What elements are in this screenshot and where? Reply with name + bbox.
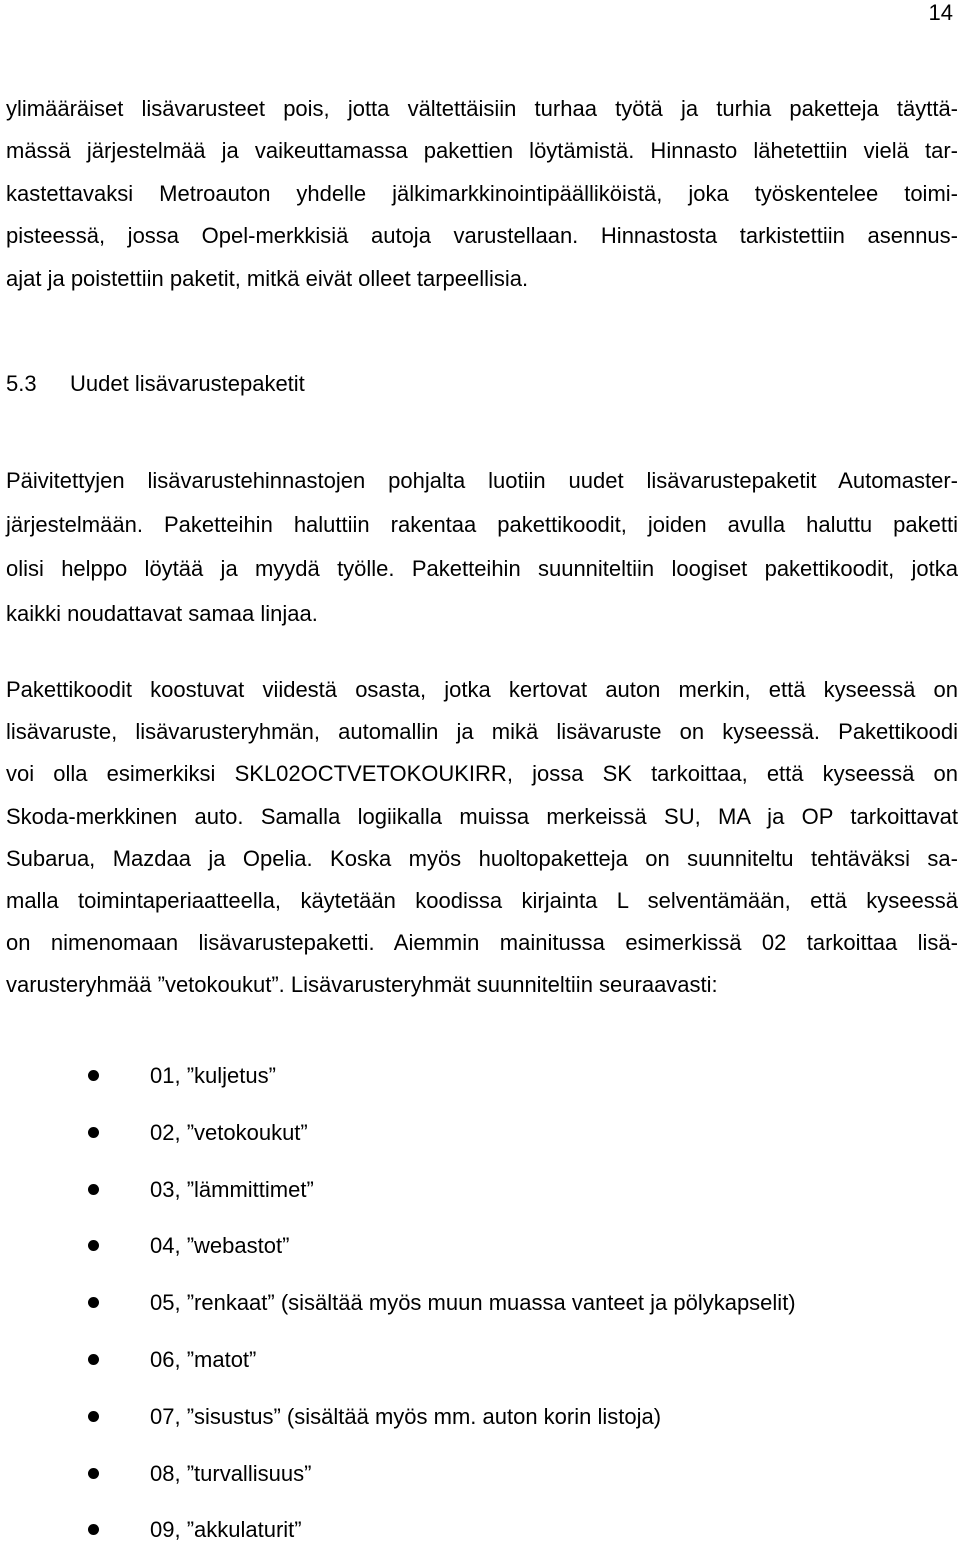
paragraph-line: järjestelmään. Paketteihin haluttiin rakentaa pakettikoodit, joiden avulla haluttu paketti — [6, 512, 958, 538]
bullet-icon — [88, 1240, 99, 1251]
paragraph-line: pisteessä, jossa Opel-merkkisiä autoja varustellaan. Hinnastosta tarkistettiin asennus- — [6, 223, 958, 249]
list-item-text: 04, ”webastot” — [150, 1233, 290, 1259]
list-item-text: 09, ”akkulaturit” — [150, 1517, 302, 1543]
bullet-icon — [88, 1468, 99, 1479]
paragraph-line: mässä järjestelmää ja vaikeuttamassa pakettien löytämistä. Hinnasto lähetettiin vielä tar- — [6, 138, 958, 164]
paragraph-line: malla toimintaperiaatteella, käytetään koodissa kirjainta L selventämään, että kyseessä — [6, 887, 958, 913]
paragraph-line: Päivitettyjen lisävarustehinnastojen pohjalta luotiin uudet lisävarustepaketit Automaster- — [6, 468, 958, 493]
section-title: Uudet lisävarustepaketit — [70, 371, 305, 396]
paragraph-line: on nimenomaan lisävarustepaketti. Aiemmin mainitussa esimerkissä 02 tarkoittaa lisä- — [6, 930, 958, 956]
list-item-text: 07, ”sisustus” (sisältää myös mm. auton korin listoja) — [150, 1403, 662, 1429]
bullet-icon — [88, 1524, 99, 1535]
paragraph-line: varusteryhmää ”vetokoukut”. Lisävarusteryhmät suunniteltiin seuraavasti: — [6, 972, 718, 998]
paragraph-3 — [6, 669, 958, 1007]
list-item-text: 01, ”kuljetus” — [150, 1063, 276, 1088]
bullet-icon — [88, 1411, 99, 1422]
paragraph-line: Subarua, Mazdaa ja Opelia. Koska myös huoltopaketteja on suunniteltu tehtäväksi sa- — [6, 845, 958, 871]
list-item-text: 03, ”lämmittimet” — [150, 1176, 314, 1202]
bullet-icon — [88, 1127, 99, 1138]
bullet-icon — [88, 1354, 99, 1365]
paragraph-line: kaikki noudattavat samaa linjaa. — [6, 600, 318, 626]
list-item-text: 02, ”vetokoukut” — [150, 1119, 308, 1145]
section-number: 5.3 — [6, 371, 37, 396]
bullet-icon — [88, 1070, 99, 1081]
section-heading — [6, 370, 305, 398]
list-item-text: 08, ”turvallisuus” — [150, 1460, 312, 1486]
list-item-text: 06, ”matot” — [150, 1346, 257, 1372]
paragraph-line: lisävaruste, lisävarusteryhmän, automallin ja mikä lisävaruste on kyseessä. Pakettikoodi — [6, 719, 958, 745]
bullet-icon — [88, 1297, 99, 1308]
paragraph-line: Pakettikoodit koostuvat viidestä osasta, jotka kertovat auton merkin, että kyseessä on — [6, 677, 958, 702]
paragraph-line: Skoda-merkkinen auto. Samalla logiikalla muissa merkeissä SU, MA ja OP tarkoittavat — [6, 803, 958, 829]
paragraph-2 — [6, 459, 958, 636]
paragraph-line: voi olla esimerkiksi SKL02OCTVETOKOUKIRR, jossa SK tarkoittaa, että kyseessä on — [6, 761, 958, 787]
paragraph-1 — [6, 88, 958, 300]
list-item-text: 05, ”renkaat” (sisältää myös muun muassa vanteet ja pölykapselit) — [150, 1290, 796, 1316]
page-number: 14 — [928, 0, 953, 25]
paragraph-line: olisi helppo löytää ja myydä työlle. Paketteihin suunniteltiin loogiset pakettikoodit, jotka — [6, 556, 958, 582]
paragraph-line: ylimääräiset lisävarusteet pois, jotta vältettäisiin turhaa työtä ja turhia paketteja täyttä- — [6, 96, 958, 121]
bullet-icon — [88, 1184, 99, 1195]
paragraph-line: kastettavaksi Metroauton yhdelle jälkimarkkinointipäälliköistä, joka työskentelee toimi- — [6, 180, 958, 206]
paragraph-line: ajat ja poistettiin paketit, mitkä eivät olleet tarpeellisia. — [6, 265, 529, 291]
